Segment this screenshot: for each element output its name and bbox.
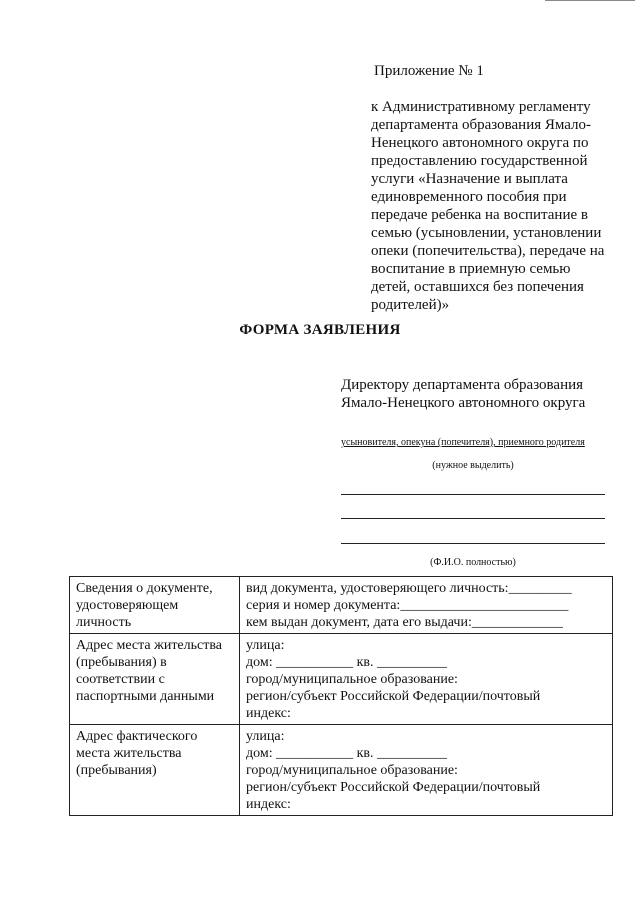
- appendix-title: Приложение № 1: [374, 63, 484, 79]
- document-type-field[interactable]: вид документа, удостоверяющего личность:_________: [246, 581, 572, 596]
- appendix-line: детей, оставшихся без попечения: [371, 279, 584, 295]
- appendix-text: [371, 98, 631, 314]
- table-row: [70, 725, 613, 816]
- appendix-line: Ненецкого автономного округа по: [371, 135, 589, 151]
- table-row: [70, 577, 613, 634]
- row-label-cell: [70, 634, 240, 725]
- appendix-line: передаче ребенка на воспитание в: [371, 207, 588, 223]
- region-field[interactable]: регион/субъект Российской Федерации/почтовый: [246, 689, 541, 704]
- row-label: личность: [76, 615, 132, 630]
- fio-input-line[interactable]: [341, 543, 605, 544]
- row-label: Адрес фактического: [76, 729, 198, 744]
- appendix-line: к Административному регламенту: [371, 99, 591, 115]
- choose-note: (нужное выделить): [432, 460, 514, 471]
- city-field[interactable]: город/муниципальное образование:: [246, 672, 458, 687]
- addressee-block: [341, 376, 585, 412]
- row-fields-cell: [240, 577, 613, 634]
- appendix-line: предоставлению государственной: [371, 153, 588, 169]
- row-label: места жительства: [76, 746, 182, 761]
- appendix-line: воспитание в приемную семью: [371, 261, 571, 277]
- row-label: удостоверяющем: [76, 598, 179, 613]
- applicant-info-table: [69, 576, 613, 816]
- addressee-line: Директору департамента образования: [341, 377, 584, 393]
- house-apartment-field[interactable]: дом: ___________ кв. __________: [246, 655, 448, 670]
- row-label-cell: [70, 725, 240, 816]
- appendix-line: семью (усыновлении, установлении: [371, 225, 602, 241]
- fio-input-line[interactable]: [341, 494, 605, 495]
- appendix-line: единовременного пособия при: [371, 189, 567, 205]
- addressee-line: Ямало-Ненецкого автономного округа: [341, 395, 586, 411]
- house-apartment-field[interactable]: дом: ___________ кв. __________: [246, 746, 448, 761]
- document-issuer-field[interactable]: кем выдан документ, дата его выдачи:_____________: [246, 615, 563, 630]
- table-row: [70, 634, 613, 725]
- appendix-line: услуги «Назначение и выплата: [371, 171, 568, 187]
- row-fields-cell: [240, 725, 613, 816]
- row-label: Сведения о документе,: [76, 581, 213, 596]
- postal-index-field[interactable]: индекс:: [246, 706, 291, 721]
- row-label-cell: [70, 577, 240, 634]
- row-label: паспортными данными: [76, 689, 215, 704]
- row-label: (пребывания): [76, 763, 157, 778]
- form-title: ФОРМА ЗАЯВЛЕНИЯ: [239, 322, 401, 338]
- appendix-line: родителей)»: [371, 297, 450, 313]
- postal-index-field[interactable]: индекс:: [246, 797, 291, 812]
- region-field[interactable]: регион/субъект Российской Федерации/почтовый: [246, 780, 541, 795]
- city-field[interactable]: город/муниципальное образование:: [246, 763, 458, 778]
- fio-note: (Ф.И.О. полностью): [430, 557, 516, 568]
- row-label: (пребывания) в: [76, 655, 167, 670]
- row-label: Адрес места жительства: [76, 638, 222, 653]
- row-label: соответствии с: [76, 672, 165, 687]
- fio-input-line[interactable]: [341, 518, 605, 519]
- top-rule: [545, 0, 635, 1]
- street-field[interactable]: улица:: [246, 638, 285, 653]
- appendix-line: департамента образования Ямало-: [371, 117, 592, 133]
- street-field[interactable]: улица:: [246, 729, 285, 744]
- appendix-line: опеки (попечительства), передаче на: [371, 243, 605, 259]
- row-fields-cell: [240, 634, 613, 725]
- applicant-type-options[interactable]: усыновителя, опекуна (попечителя), приемного родителя: [341, 437, 585, 448]
- document-number-field[interactable]: серия и номер документа:________________________: [246, 598, 569, 613]
